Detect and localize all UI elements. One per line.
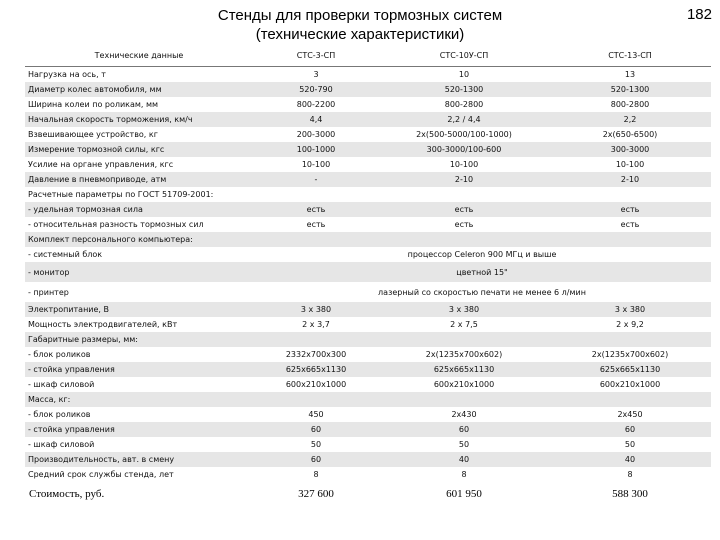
row-value: 50 [310, 440, 322, 449]
row-value: 60 [379, 422, 549, 437]
table-row [25, 127, 711, 142]
table-row [25, 97, 711, 112]
row-value: 800-2200 [296, 100, 336, 109]
row-label: Электропитание, В [25, 302, 253, 317]
table-row [25, 247, 711, 262]
table-row [25, 282, 711, 302]
table-row [25, 317, 711, 332]
table-row [25, 302, 711, 317]
table-row [25, 262, 711, 282]
table-row [25, 467, 711, 482]
row-value: 2х(1235х700х602) [425, 350, 503, 359]
table-row [25, 172, 711, 187]
row-value: 10-100 [615, 160, 645, 169]
row-value: есть [620, 220, 640, 229]
row-value: цветной 15" [253, 262, 711, 282]
row-value: 450 [308, 410, 324, 419]
row-value: 3 [313, 70, 319, 79]
row-value: 300-3000/100-600 [379, 142, 549, 157]
row-value: 3 х 380 [549, 302, 711, 317]
section-label: Масса, кг: [25, 392, 711, 407]
row-label: Измерение тормозной силы, кгс [25, 142, 253, 157]
row-value: 10-100 [449, 160, 479, 169]
table-row [25, 347, 711, 362]
header-cell: СТС-3-СП [253, 45, 379, 67]
row-value: - [253, 172, 379, 187]
row-label: - шкаф силовой [28, 380, 95, 389]
row-value: есть [306, 220, 326, 229]
row-value: 625х665х1130 [253, 362, 379, 377]
row-value: 800-2800 [610, 100, 650, 109]
row-value: 2х(1235х700х602) [591, 350, 669, 359]
row-label: - принтер [28, 287, 69, 297]
table-row [25, 202, 711, 217]
page-number: 182 [686, 6, 712, 23]
row-value: 100-1000 [253, 142, 379, 157]
row-value: 10 [458, 70, 470, 79]
row-value: 13 [624, 70, 636, 79]
row-value: 40 [549, 452, 711, 467]
cost-value: 601 950 [379, 482, 549, 506]
table-row [25, 407, 711, 422]
row-value: 520-790 [253, 82, 379, 97]
row-label: Средний срок службы стенда, лет [28, 470, 174, 479]
row-value: 2х(650-6500) [602, 130, 658, 139]
row-value: 2 х 3,7 [302, 320, 330, 329]
table-row [25, 217, 711, 232]
table-row [25, 437, 711, 452]
row-label: - монитор [25, 262, 253, 282]
row-value: 8 [313, 470, 319, 479]
row-value: есть [454, 220, 474, 229]
row-value: 2,2 [549, 112, 711, 127]
row-label: - удельная тормозная сила [25, 202, 253, 217]
row-label: Производительность, авт. в смену [25, 452, 253, 467]
row-value: есть [379, 202, 549, 217]
row-value: процессор Celeron 900 МГц и выше [407, 250, 557, 259]
row-label: Усилие на органе управления, кгс [28, 160, 174, 169]
row-value: 2х450 [617, 410, 643, 419]
row-label: Начальная скорость торможения, км/ч [25, 112, 253, 127]
row-value: 520-1300 [379, 82, 549, 97]
row-label: - стойка управления [25, 362, 253, 377]
section-label: Комплект персонального компьютера: [25, 232, 711, 247]
cost-value: 327 600 [253, 482, 379, 506]
cost-row [25, 482, 711, 506]
header-cell: СТС-13-СП [549, 45, 711, 67]
row-value: 600х210х1000 [285, 380, 347, 389]
table-row [25, 157, 711, 172]
row-value: 50 [624, 440, 636, 449]
section-label: Расчетные параметры по ГОСТ 51709-2001: [28, 190, 214, 199]
row-value: 2 х 7,5 [450, 320, 478, 329]
table-header-row [25, 45, 711, 67]
row-value: 60 [549, 422, 711, 437]
header-cell: Технические данные [25, 45, 253, 67]
row-value: 2-10 [549, 172, 711, 187]
row-label: - блок роликов [28, 410, 91, 419]
row-value: 520-1300 [549, 82, 711, 97]
table-row [25, 67, 711, 83]
cost-label: Стоимость, руб. [25, 482, 253, 506]
row-label: - относительная разность тормозных сил [28, 220, 204, 229]
title-line-1: Стенды для проверки тормозных систем [217, 7, 503, 24]
row-label: - системный блок [28, 250, 103, 259]
table-row [25, 422, 711, 437]
row-value: 800-2800 [444, 100, 484, 109]
title-line-2: (технические характеристики) [255, 26, 465, 43]
row-label: - шкаф силовой [28, 440, 95, 449]
specs-table [25, 45, 711, 506]
row-value: 8 [627, 470, 633, 479]
row-label: Ширина колеи по роликам, мм [28, 100, 159, 109]
row-value: 625х665х1130 [549, 362, 711, 377]
row-value: 2,2 / 4,4 [379, 112, 549, 127]
section-row [25, 392, 711, 407]
table-row [25, 377, 711, 392]
row-value: 2х430 [451, 410, 477, 419]
cost-value: 588 300 [549, 482, 711, 506]
page-title [0, 6, 720, 44]
row-value: 3 х 380 [379, 302, 549, 317]
row-value: 8 [461, 470, 467, 479]
row-value: 10-100 [301, 160, 331, 169]
row-value: 4,4 [253, 112, 379, 127]
row-value: есть [549, 202, 711, 217]
section-label: Габаритные размеры, мм: [25, 332, 711, 347]
row-label: Давление в пневмоприводе, атм [25, 172, 253, 187]
row-label: Нагрузка на ось, т [28, 70, 106, 79]
row-label: Мощность электродвигателей, кВт [28, 320, 178, 329]
row-value: 40 [379, 452, 549, 467]
table-row [25, 112, 711, 127]
table-row [25, 142, 711, 157]
row-value: 200-3000 [296, 130, 336, 139]
row-value: есть [253, 202, 379, 217]
row-value: 60 [253, 452, 379, 467]
table-row [25, 82, 711, 97]
row-label: Диаметр колес автомобиля, мм [25, 82, 253, 97]
row-value: 3 х 380 [253, 302, 379, 317]
row-value: 625х665х1130 [379, 362, 549, 377]
table-body [25, 67, 711, 483]
row-label: Взвешивающее устройство, кг [28, 130, 158, 139]
row-label: - блок роликов [28, 350, 91, 359]
row-value: 60 [253, 422, 379, 437]
row-value: 600х210х1000 [433, 380, 495, 389]
row-value: 300-3000 [549, 142, 711, 157]
row-value: 2-10 [379, 172, 549, 187]
section-row [25, 332, 711, 347]
section-row [25, 232, 711, 247]
row-value: 50 [458, 440, 470, 449]
header-cell: СТС-10У-СП [379, 45, 549, 67]
row-label: - стойка управления [25, 422, 253, 437]
section-row [25, 187, 711, 202]
table-row [25, 362, 711, 377]
table-row [25, 452, 711, 467]
row-value: 2 х 9,2 [616, 320, 644, 329]
row-value: 2х(500-5000/100-1000) [416, 130, 512, 139]
row-value: 600х210х1000 [599, 380, 661, 389]
row-value: 2332х700х300 [285, 350, 347, 359]
row-value: лазерный со скоростью печати не менее 6 л/мин [378, 287, 586, 297]
